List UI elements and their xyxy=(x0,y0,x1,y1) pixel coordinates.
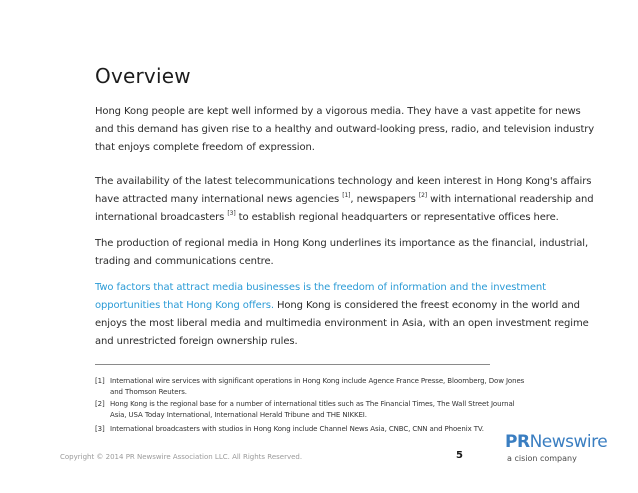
paragraph-text: , newspapers xyxy=(350,194,419,205)
logo-wordmark xyxy=(505,432,607,452)
footnote-number: [2] xyxy=(95,400,105,408)
logo-tagline: a cision company xyxy=(507,454,577,463)
footnote-text: International wire services with significant operations in Hong Kong include Agence France Presse, Bloomberg, Dow Jones and Thomson Reuters. xyxy=(110,377,525,396)
paragraph-text: The availability of the latest telecommunications technology and keen interest in Hong Kong's affairs have attracted many international news agencies xyxy=(95,176,592,205)
paragraph-text: to establish regional headquarters or representative offices here. xyxy=(235,212,559,223)
logo-pr: PR xyxy=(505,432,530,452)
paragraph-intro: Hong Kong people are kept well informed by a vigorous media. They have a vast appetite for news and this demand has given rise to a healthy and outward-looking press, radio, and television industry that enjoys complete freedom of expression. xyxy=(95,106,595,153)
pr-newswire-logo xyxy=(505,432,625,472)
paragraph-text: Hong Kong is considered the freest economy in the world and enjoys the most liberal media and multimedia environment in Asia, with an open investment regime and unrestricted foreign ownership rules. xyxy=(95,300,589,347)
page-number: 5 xyxy=(456,450,463,461)
footnote-number: [3] xyxy=(95,425,105,433)
footnote-3 xyxy=(95,424,525,435)
highlighted-text: Two factors that attract media businesses is the freedom of information and the investment opportunities that Hong Kong offers. xyxy=(95,282,546,311)
copyright-notice: Copyright © 2014 PR Newswire Association LLC. All Rights Reserved. xyxy=(60,453,303,461)
paragraph-text: with international readership and international broadcasters xyxy=(95,194,594,223)
paragraph-factors xyxy=(95,279,595,351)
footnote-text: International broadcasters with studios in Hong Kong include Channel News Asia, CNBC, CNN and Phoenix TV. xyxy=(110,425,484,433)
page-heading: Overview xyxy=(95,64,191,88)
footnote-2 xyxy=(95,399,525,421)
footnote-ref-2: [2] xyxy=(418,192,428,199)
footnote-ref-3: [3] xyxy=(227,210,236,217)
logo-newswire: Newswire xyxy=(529,432,608,452)
footnote-ref-1: [1] xyxy=(342,192,351,199)
footnote-text: Hong Kong is the regional base for a number of international titles such as The Financial Times, The Wall Street Journal Asia, USA Today International, International Herald Tribune and THE NIKKEI. xyxy=(110,400,515,419)
footnote-divider xyxy=(95,364,490,365)
paragraph-telecom xyxy=(95,173,595,227)
footnote-number: [1] xyxy=(95,377,105,385)
paragraph-production: The production of regional media in Hong Kong underlines its importance as the financial, industrial, trading and communications centre. xyxy=(95,238,589,267)
footnote-1 xyxy=(95,376,525,398)
